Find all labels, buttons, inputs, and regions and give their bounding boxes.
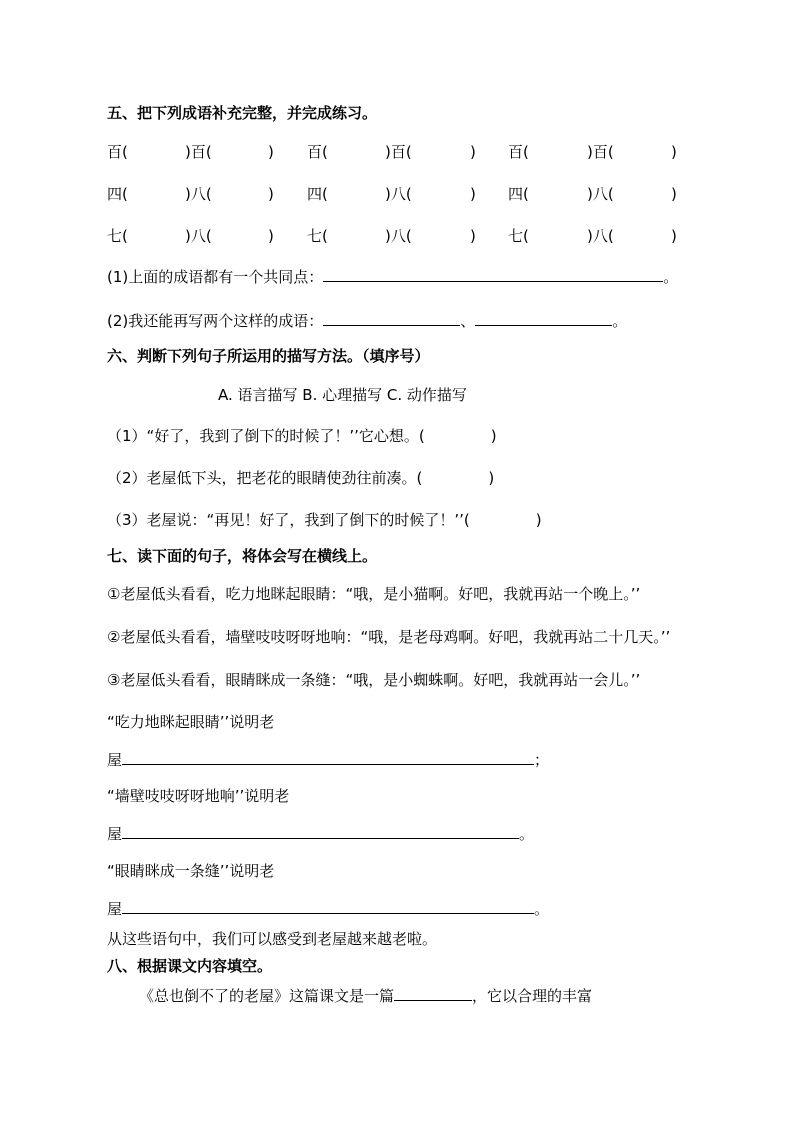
prompt-2: “墙壁吱吱呀呀地响’’说明老	[107, 787, 290, 805]
idiom-cell: )八(	[185, 185, 212, 203]
description-options: A. 语言描写 B. 心理描写 C. 动作描写	[218, 386, 467, 404]
answer-blank[interactable]	[475, 311, 612, 326]
idiom-cell: 百(	[508, 143, 529, 161]
judge-item-1	[107, 426, 497, 446]
section-7-title: 七、读下面的句子，将体会写在横线上。	[107, 547, 378, 565]
prompt-3: “眼睛眯成一条缝’’说明老	[107, 862, 275, 880]
close-paren: )	[535, 511, 542, 529]
question-text: (1)上面的成语都有一个共同点：	[107, 268, 324, 286]
section-8-title: 八、根据课文内容填空。	[107, 957, 273, 975]
line-start: 屋	[107, 751, 123, 769]
punctuation: 。	[519, 825, 535, 843]
answer-blank[interactable]	[122, 824, 519, 839]
idiom-cell: )八(	[587, 227, 614, 245]
idiom-cell: )八(	[385, 185, 412, 203]
sentence-3: ③老屋低头看看，眼睛眯成一条缝：“哦，是小蜘蛛啊。好吧，我就再站一会儿。’’	[107, 671, 641, 689]
answer-blank[interactable]	[122, 750, 534, 765]
answer-blank[interactable]	[323, 267, 663, 282]
idiom-cell: )	[268, 143, 274, 161]
prompt-1: “吃力地眯起眼睛’’说明老	[107, 713, 275, 731]
punctuation: 。	[663, 268, 679, 286]
item-text: （3）老屋说：“再见！好了，我到了倒下的时候了！’’(	[107, 511, 470, 529]
answer-blank[interactable]	[323, 311, 460, 326]
idiom-cell: 四(	[508, 185, 529, 203]
close-paren: )	[490, 427, 497, 445]
answer-blank[interactable]	[394, 986, 472, 1001]
idiom-cell: 百(	[307, 143, 328, 161]
item-text: （2）老屋低下头，把老花的眼睛使劲往前凑。(	[107, 469, 423, 487]
idiom-cell: 七(	[107, 227, 128, 245]
answer-blank[interactable]	[122, 899, 534, 914]
idiom-cell: )	[470, 227, 476, 245]
text-after: ，它以合理的丰富	[472, 987, 593, 1005]
answer-line-1	[107, 750, 549, 770]
punctuation: 。	[612, 312, 628, 330]
question-text: (2)我还能再写两个这样的成语：	[107, 312, 324, 330]
question-5-1	[107, 267, 678, 287]
item-text: （1）“好了，我到了倒下的时候了！’’它心想。(	[107, 427, 425, 445]
idiom-cell: 四(	[107, 185, 128, 203]
judge-item-3	[107, 510, 542, 530]
question-5-2	[107, 311, 627, 331]
idiom-cell: )八(	[185, 227, 212, 245]
sentence-1: ①老屋低头看看，吃力地眯起眼睛：“哦，是小猫啊。好吧，我就再站一个晚上。’’	[107, 585, 641, 603]
idiom-cell: )八(	[587, 185, 614, 203]
idiom-cell: )	[470, 143, 476, 161]
idiom-cell: )百(	[587, 143, 614, 161]
fill-text	[139, 986, 592, 1006]
idiom-cell: )百(	[185, 143, 212, 161]
idiom-cell: )八(	[385, 227, 412, 245]
idiom-cell: 四(	[307, 185, 328, 203]
section-6-title: 六、判断下列句子所运用的描写方法。（填序号）	[107, 347, 430, 365]
sentence-2: ②老屋低头看看，墙壁吱吱呀呀地响：“哦，是老母鸡啊。好吧，我就再站二十几天。’’	[107, 628, 671, 646]
punctuation: ；	[534, 751, 550, 769]
judge-item-2	[107, 468, 494, 488]
punctuation: 。	[534, 900, 550, 918]
idiom-cell: )	[671, 185, 677, 203]
line-start: 屋	[107, 900, 123, 918]
idiom-cell: )	[268, 185, 274, 203]
idiom-cell: 百(	[107, 143, 128, 161]
line-start: 屋	[107, 825, 123, 843]
section-5-title: 五、把下列成语补充完整，并完成练习。	[107, 104, 378, 122]
answer-line-3	[107, 899, 549, 919]
close-paren: )	[488, 469, 495, 487]
idiom-cell: )	[268, 227, 274, 245]
punctuation: 、	[460, 312, 476, 330]
conclusion: 从这些语句中，我们可以感受到老屋越来越老啦。	[107, 930, 438, 948]
text-before: 《总也倒不了的老屋》这篇课文是一篇	[139, 987, 395, 1005]
idiom-cell: 七(	[307, 227, 328, 245]
answer-line-2	[107, 824, 534, 844]
idiom-cell: )	[470, 185, 476, 203]
idiom-cell: )	[671, 143, 677, 161]
idiom-cell: )	[671, 227, 677, 245]
idiom-cell: )百(	[385, 143, 412, 161]
idiom-cell: 七(	[508, 227, 529, 245]
